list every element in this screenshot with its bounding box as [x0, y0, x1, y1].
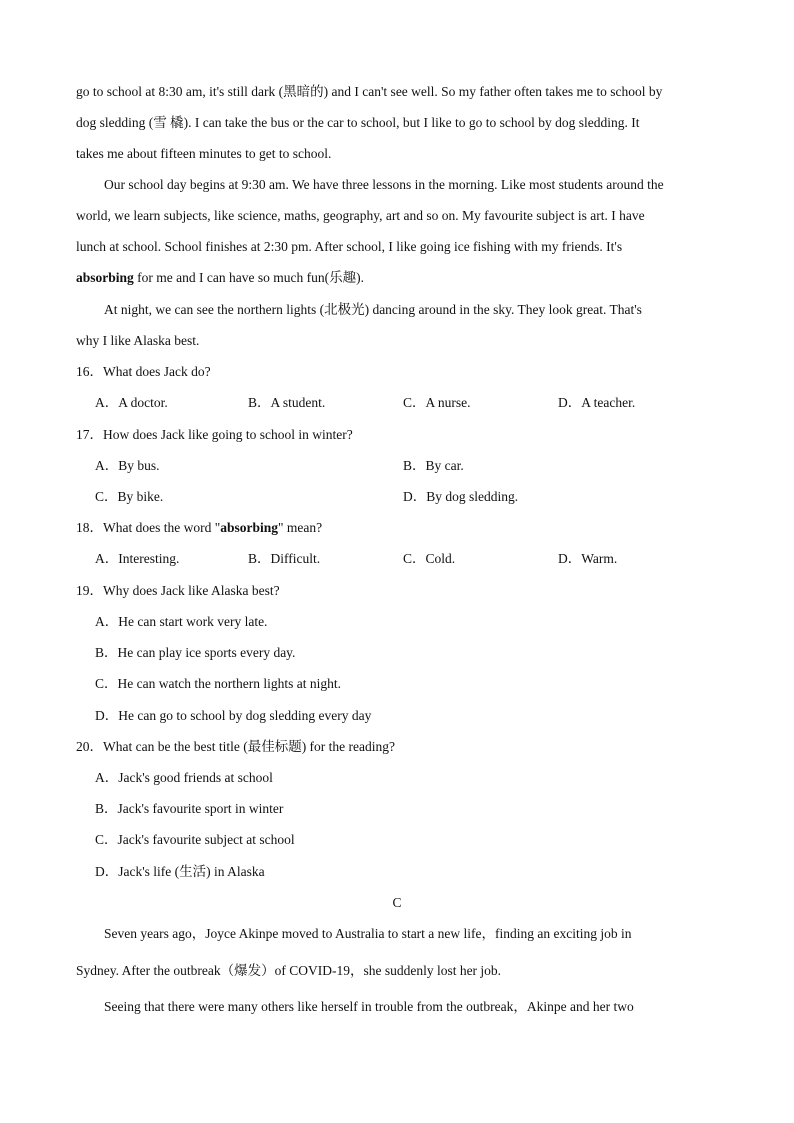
- option-16-a[interactable]: A．A doctor.: [95, 395, 168, 410]
- passage-line: takes me about fifteen minutes to get to school.: [76, 146, 332, 161]
- passage-line: world, we learn subjects, like science, maths, geography, art and so on. My favourite subject is art. I have: [76, 208, 645, 223]
- option-18-d[interactable]: D．Warm.: [558, 551, 618, 566]
- option-18-b[interactable]: B．Difficult.: [248, 551, 321, 566]
- option-16-b[interactable]: B．A student.: [248, 395, 326, 410]
- question-text: 18．What does the word ": [76, 520, 221, 535]
- passage-line: dog sledding (雪 橇). I can take the bus or the car to school, but I like to go to school by dog sledding. It: [76, 115, 640, 130]
- passage-line: At night, we can see the northern lights (北极光) dancing around in the sky. They look great. That's: [104, 302, 642, 317]
- option-19-c[interactable]: C．He can watch the northern lights at night.: [95, 676, 341, 691]
- option-16-d[interactable]: D．A teacher.: [558, 395, 636, 410]
- option-20-a[interactable]: A．Jack's good friends at school: [95, 770, 273, 785]
- option-19-a[interactable]: A．He can start work very late.: [95, 614, 268, 629]
- question-20-stem: 20．What can be the best title (最佳标题) for the reading?: [76, 739, 396, 754]
- passage-text: for me and I can have so much fun(乐趣).: [133, 270, 364, 285]
- option-19-d[interactable]: D．He can go to school by dog sledding every day: [95, 708, 372, 723]
- question-16-stem: 16．What does Jack do?: [76, 364, 211, 379]
- option-20-b[interactable]: B．Jack's favourite sport in winter: [95, 801, 284, 816]
- bold-word: absorbing: [220, 520, 279, 535]
- question-18-stem: [76, 518, 322, 538]
- passage-line: Our school day begins at 9:30 am. We have three lessons in the morning. Like most students around the: [104, 177, 664, 192]
- option-17-b[interactable]: B．By car.: [403, 458, 464, 473]
- option-17-c[interactable]: C．By bike.: [95, 489, 164, 504]
- option-18-a[interactable]: A．Interesting.: [95, 551, 180, 566]
- passage-line: lunch at school. School finishes at 2:30 pm. After school, I like going ice fishing with my friends. It's: [76, 239, 623, 254]
- question-17-stem: 17．How does Jack like going to school in winter?: [76, 427, 353, 442]
- option-16-c[interactable]: C．A nurse.: [403, 395, 471, 410]
- option-17-a[interactable]: A．By bus.: [95, 458, 160, 473]
- passage-line: Sydney. After the outbreak（爆发）of COVID-19，she suddenly lost her job.: [76, 963, 502, 978]
- section-heading: C: [392, 895, 402, 910]
- question-19-stem: 19．Why does Jack like Alaska best?: [76, 583, 280, 598]
- passage-line: why I like Alaska best.: [76, 333, 200, 348]
- option-17-d[interactable]: D．By dog sledding.: [403, 489, 519, 504]
- option-18-c[interactable]: C．Cold.: [403, 551, 456, 566]
- passage-line: [76, 268, 364, 288]
- bold-word: absorbing: [76, 270, 134, 285]
- option-20-d[interactable]: D．Jack's life (生活) in Alaska: [95, 864, 265, 879]
- passage-line: Seven years ago，Joyce Akinpe moved to Australia to start a new life，finding an exciting job in: [104, 926, 632, 941]
- passage-line: go to school at 8:30 am, it's still dark (黑暗的) and I can't see well. So my father often takes me to school by: [76, 84, 663, 99]
- option-20-c[interactable]: C．Jack's favourite subject at school: [95, 832, 295, 847]
- question-text: " mean?: [278, 520, 323, 535]
- passage-line: Seeing that there were many others like herself in trouble from the outbreak，Akinpe and her two: [104, 999, 634, 1014]
- option-19-b[interactable]: B．He can play ice sports every day.: [95, 645, 296, 660]
